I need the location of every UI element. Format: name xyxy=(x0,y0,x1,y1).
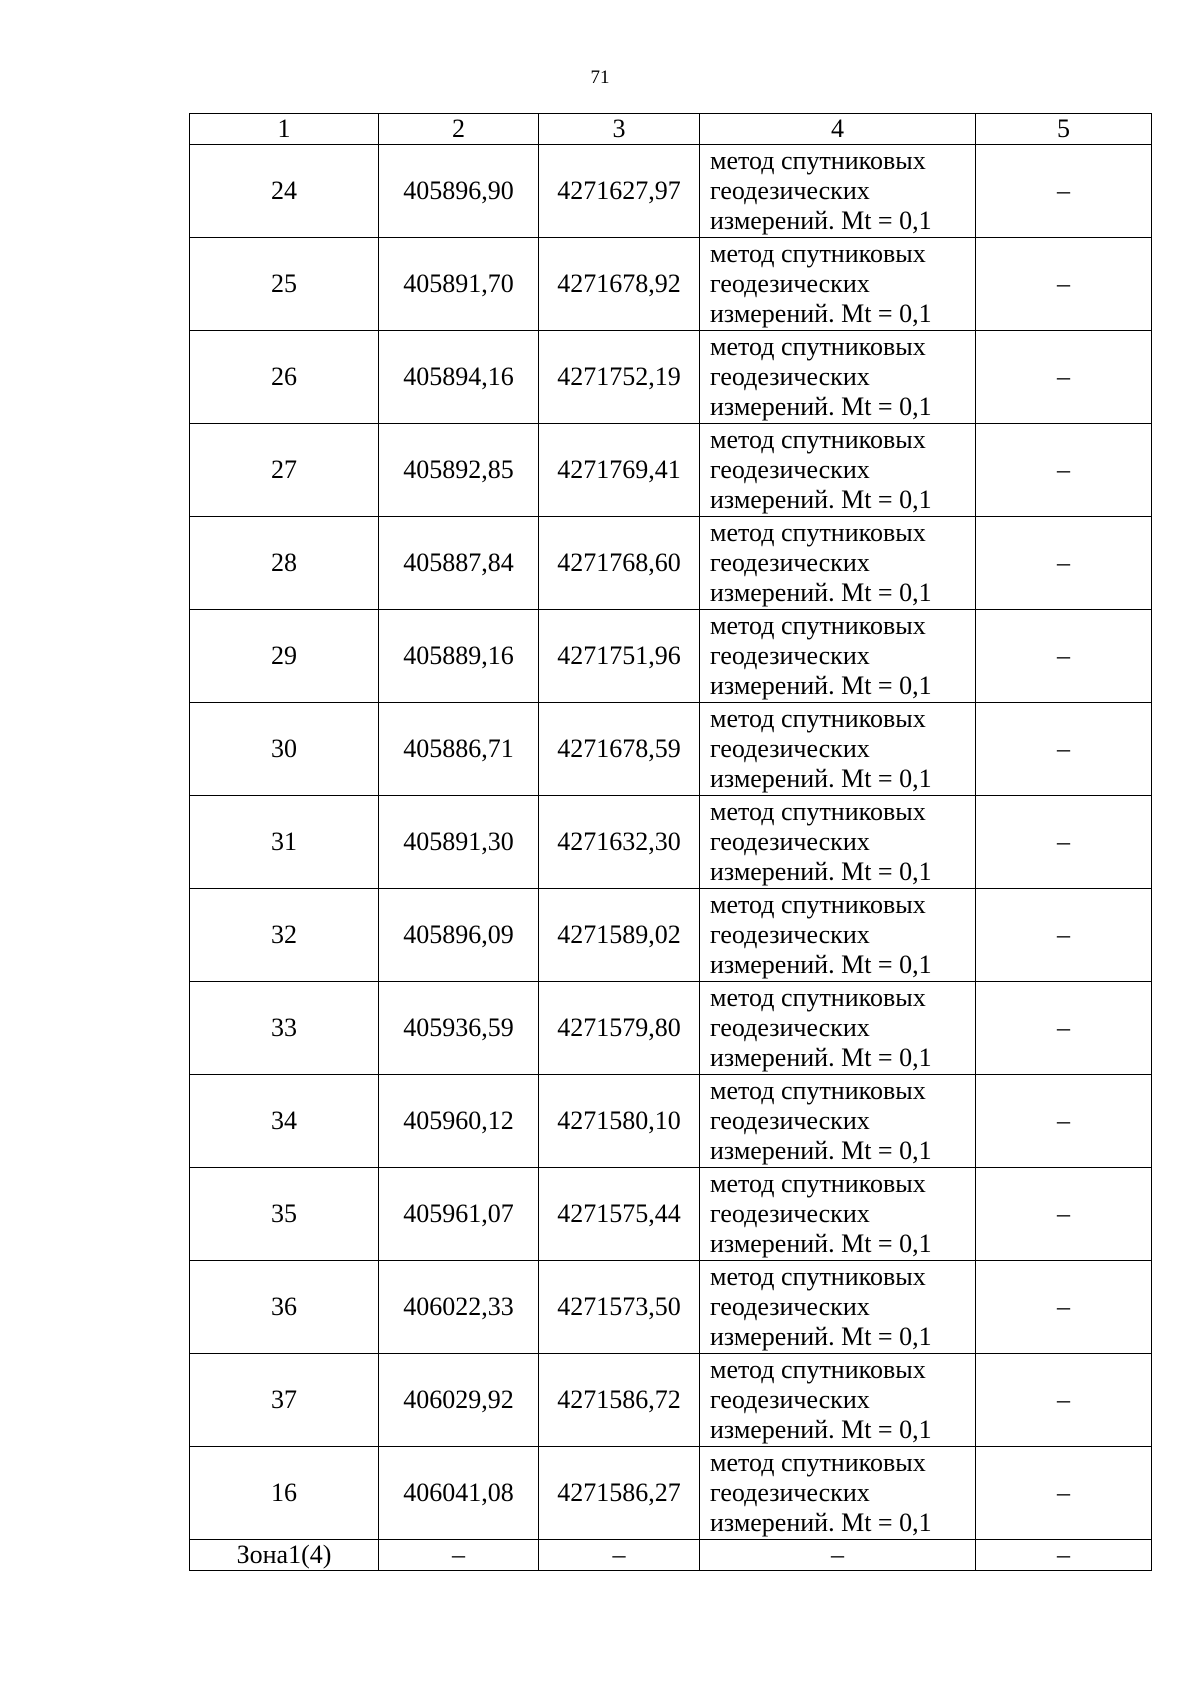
note-cell: – xyxy=(976,982,1152,1075)
table-row xyxy=(190,889,1152,982)
method-text-line: геодезических xyxy=(710,269,870,298)
note-cell: – xyxy=(976,1261,1152,1354)
note-cell: – xyxy=(976,331,1152,424)
x-coordinate-cell: 405896,09 xyxy=(379,889,539,982)
method-text-line: геодезических xyxy=(710,920,870,949)
table-row xyxy=(190,1354,1152,1447)
zone-row xyxy=(190,1540,1152,1571)
column-header: 2 xyxy=(379,114,539,145)
x-coordinate-cell: 406041,08 xyxy=(379,1447,539,1540)
y-coordinate-cell: 4271768,60 xyxy=(539,517,700,610)
method-text-line: метод спутниковых xyxy=(710,1355,926,1384)
method-text-line: измерений. Mt = 0,1 xyxy=(710,950,932,979)
method-cell xyxy=(700,145,976,238)
note-cell: – xyxy=(976,517,1152,610)
note-cell: – xyxy=(976,1447,1152,1540)
y-coordinate-cell: 4271586,27 xyxy=(539,1447,700,1540)
y-coordinate-cell: 4271678,59 xyxy=(539,703,700,796)
x-coordinate-cell: 406029,92 xyxy=(379,1354,539,1447)
note-cell: – xyxy=(976,424,1152,517)
method-text-line: измерений. Mt = 0,1 xyxy=(710,578,932,607)
x-coordinate-cell: 405894,16 xyxy=(379,331,539,424)
method-text-line: метод спутниковых xyxy=(710,704,926,733)
table-row xyxy=(190,145,1152,238)
method-text-line: метод спутниковых xyxy=(710,332,926,361)
point-number-cell: 36 xyxy=(190,1261,379,1354)
table-header-row xyxy=(190,114,1152,145)
method-text-line: геодезических xyxy=(710,362,870,391)
y-coordinate-cell: 4271589,02 xyxy=(539,889,700,982)
x-coordinate-cell: 406022,33 xyxy=(379,1261,539,1354)
y-coordinate-cell: 4271751,96 xyxy=(539,610,700,703)
method-text-line: геодезических xyxy=(710,455,870,484)
method-text-line: геодезических xyxy=(710,1478,870,1507)
zone-dash-cell: – xyxy=(700,1540,976,1571)
method-text-line: измерений. Mt = 0,1 xyxy=(710,1136,932,1165)
method-cell xyxy=(700,517,976,610)
table-row xyxy=(190,796,1152,889)
point-number-cell: 34 xyxy=(190,1075,379,1168)
note-cell: – xyxy=(976,703,1152,796)
method-text-line: измерений. Mt = 0,1 xyxy=(710,1322,932,1351)
method-text-line: метод спутниковых xyxy=(710,890,926,919)
point-number-cell: 37 xyxy=(190,1354,379,1447)
x-coordinate-cell: 405891,30 xyxy=(379,796,539,889)
column-header: 1 xyxy=(190,114,379,145)
x-coordinate-cell: 405891,70 xyxy=(379,238,539,331)
y-coordinate-cell: 4271575,44 xyxy=(539,1168,700,1261)
x-coordinate-cell: 405886,71 xyxy=(379,703,539,796)
method-text-line: метод спутниковых xyxy=(710,146,926,175)
method-cell xyxy=(700,331,976,424)
point-number-cell: 31 xyxy=(190,796,379,889)
note-cell: – xyxy=(976,1168,1152,1261)
zone-dash-cell: – xyxy=(539,1540,700,1571)
y-coordinate-cell: 4271579,80 xyxy=(539,982,700,1075)
point-number-cell: 27 xyxy=(190,424,379,517)
method-cell xyxy=(700,1354,976,1447)
method-cell xyxy=(700,424,976,517)
note-cell: – xyxy=(976,889,1152,982)
point-number-cell: 30 xyxy=(190,703,379,796)
method-text-line: измерений. Mt = 0,1 xyxy=(710,764,932,793)
x-coordinate-cell: 405960,12 xyxy=(379,1075,539,1168)
table-row xyxy=(190,610,1152,703)
table-row xyxy=(190,1261,1152,1354)
method-cell xyxy=(700,796,976,889)
method-text-line: геодезических xyxy=(710,641,870,670)
zone-dash-cell: – xyxy=(379,1540,539,1571)
method-text-line: метод спутниковых xyxy=(710,1076,926,1105)
coordinates-table xyxy=(189,113,1152,1571)
note-cell: – xyxy=(976,796,1152,889)
zone-dash-cell: – xyxy=(976,1540,1152,1571)
method-cell xyxy=(700,1075,976,1168)
coordinates-table-body xyxy=(190,114,1152,1571)
x-coordinate-cell: 405889,16 xyxy=(379,610,539,703)
table-row xyxy=(190,517,1152,610)
table-row xyxy=(190,703,1152,796)
method-cell xyxy=(700,703,976,796)
method-cell xyxy=(700,889,976,982)
x-coordinate-cell: 405892,85 xyxy=(379,424,539,517)
method-cell xyxy=(700,982,976,1075)
method-text-line: геодезических xyxy=(710,1106,870,1135)
y-coordinate-cell: 4271586,72 xyxy=(539,1354,700,1447)
table-row xyxy=(190,331,1152,424)
method-text-line: метод спутниковых xyxy=(710,611,926,640)
method-text-line: измерений. Mt = 0,1 xyxy=(710,671,932,700)
method-text-line: геодезических xyxy=(710,548,870,577)
point-number-cell: 33 xyxy=(190,982,379,1075)
method-text-line: метод спутниковых xyxy=(710,983,926,1012)
x-coordinate-cell: 405936,59 xyxy=(379,982,539,1075)
zone-label-cell: Зона1(4) xyxy=(190,1540,379,1571)
y-coordinate-cell: 4271573,50 xyxy=(539,1261,700,1354)
method-text-line: измерений. Mt = 0,1 xyxy=(710,1043,932,1072)
method-text-line: геодезических xyxy=(710,1385,870,1414)
table-row xyxy=(190,1168,1152,1261)
method-text-line: геодезических xyxy=(710,734,870,763)
column-header: 5 xyxy=(976,114,1152,145)
method-text-line: измерений. Mt = 0,1 xyxy=(710,485,932,514)
note-cell: – xyxy=(976,610,1152,703)
method-text-line: геодезических xyxy=(710,827,870,856)
point-number-cell: 24 xyxy=(190,145,379,238)
method-text-line: геодезических xyxy=(710,1292,870,1321)
method-text-line: измерений. Mt = 0,1 xyxy=(710,299,932,328)
note-cell: – xyxy=(976,145,1152,238)
point-number-cell: 29 xyxy=(190,610,379,703)
y-coordinate-cell: 4271752,19 xyxy=(539,331,700,424)
method-text-line: метод спутниковых xyxy=(710,1262,926,1291)
method-text-line: измерений. Mt = 0,1 xyxy=(710,1229,932,1258)
method-text-line: измерений. Mt = 0,1 xyxy=(710,206,932,235)
y-coordinate-cell: 4271627,97 xyxy=(539,145,700,238)
table-row xyxy=(190,238,1152,331)
table-row xyxy=(190,424,1152,517)
method-text-line: метод спутниковых xyxy=(710,518,926,547)
y-coordinate-cell: 4271769,41 xyxy=(539,424,700,517)
method-text-line: измерений. Mt = 0,1 xyxy=(710,392,932,421)
point-number-cell: 25 xyxy=(190,238,379,331)
method-text-line: геодезических xyxy=(710,176,870,205)
note-cell: – xyxy=(976,238,1152,331)
method-cell xyxy=(700,238,976,331)
table-row xyxy=(190,1447,1152,1540)
table-row xyxy=(190,982,1152,1075)
y-coordinate-cell: 4271632,30 xyxy=(539,796,700,889)
method-text-line: метод спутниковых xyxy=(710,1169,926,1198)
method-text-line: метод спутниковых xyxy=(710,239,926,268)
point-number-cell: 26 xyxy=(190,331,379,424)
y-coordinate-cell: 4271678,92 xyxy=(539,238,700,331)
method-cell xyxy=(700,610,976,703)
method-text-line: геодезических xyxy=(710,1013,870,1042)
y-coordinate-cell: 4271580,10 xyxy=(539,1075,700,1168)
note-cell: – xyxy=(976,1075,1152,1168)
point-number-cell: 28 xyxy=(190,517,379,610)
method-cell xyxy=(700,1261,976,1354)
method-text-line: метод спутниковых xyxy=(710,797,926,826)
point-number-cell: 32 xyxy=(190,889,379,982)
table-row xyxy=(190,1075,1152,1168)
method-text-line: метод спутниковых xyxy=(710,425,926,454)
x-coordinate-cell: 405887,84 xyxy=(379,517,539,610)
x-coordinate-cell: 405896,90 xyxy=(379,145,539,238)
method-text-line: измерений. Mt = 0,1 xyxy=(710,1415,932,1444)
method-cell xyxy=(700,1447,976,1540)
page-number: 71 xyxy=(590,67,610,88)
column-header: 4 xyxy=(700,114,976,145)
method-text-line: метод спутниковых xyxy=(710,1448,926,1477)
method-text-line: измерений. Mt = 0,1 xyxy=(710,857,932,886)
column-header: 3 xyxy=(539,114,700,145)
note-cell: – xyxy=(976,1354,1152,1447)
point-number-cell: 16 xyxy=(190,1447,379,1540)
method-text-line: геодезических xyxy=(710,1199,870,1228)
method-text-line: измерений. Mt = 0,1 xyxy=(710,1508,932,1537)
point-number-cell: 35 xyxy=(190,1168,379,1261)
x-coordinate-cell: 405961,07 xyxy=(379,1168,539,1261)
method-cell xyxy=(700,1168,976,1261)
